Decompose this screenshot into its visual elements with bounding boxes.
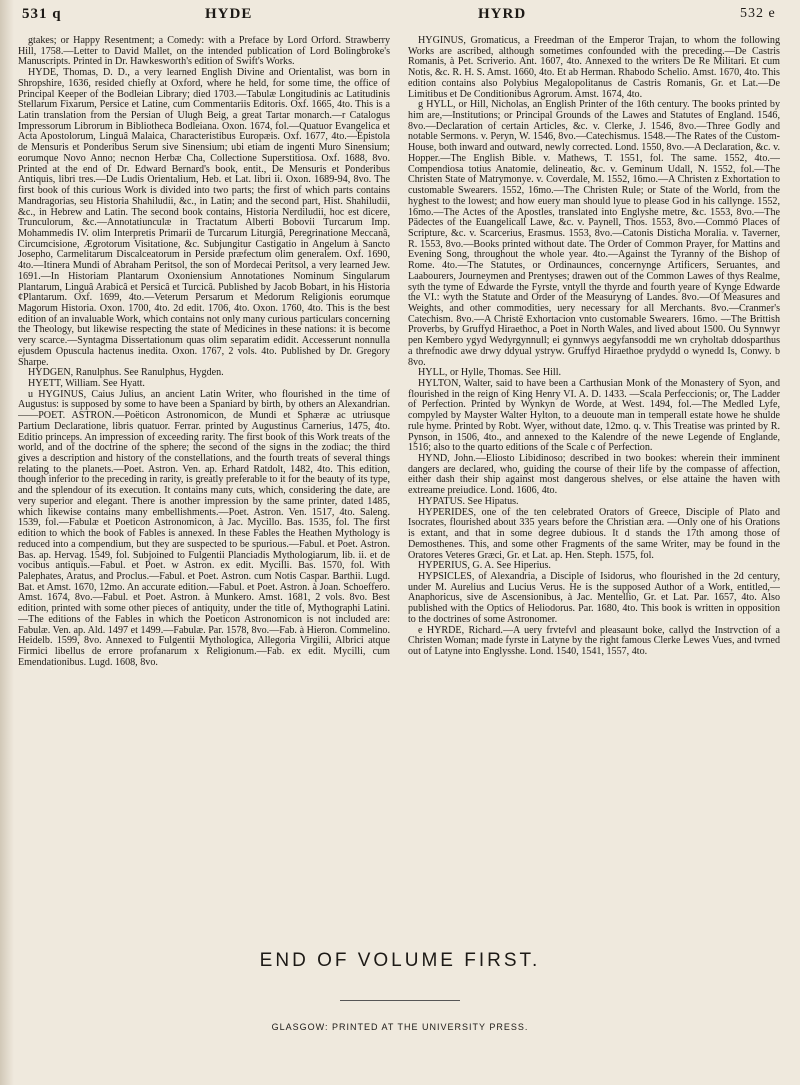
entry-paragraph: HYDE, Thomas, D. D., a very learned English Divine and Orientalist, was born in Shropshire, 1636, resided chiefly at Oxford, where he held, for some time, the office of Principal Keeper of the Bodleian Library; died 1703.—Tabulæ Longitudinis ac Latitudinis Stellarum Fixarum, Persice et Latine, cum Commentariis Editoris. Oxf. 1665, 4to. This is a Latin translation from the Persian of Ulugh Beig, a great Tartar monarch.—r Catalogus Impressorum Librorum in Bibliotheca Bodleiana. Oxon. 1674, fol.—Quatuor Evangelica et Acta Apostolorum, Linguâ Malaica, Characteristibus Europæis. Oxf. 1677, 4to.—Epistola de Mensuris et Ponderibus Serum sive Sinensium; ubi etiam de ingenti Muro Sinensium; eorumque Novo Anno; necnon Herbæ Cha, Collectione Superstitiosa. Oxf. 1688, 8vo. Printed at the end of Dr. Edward Bernard's book, entit., De Mensuris et Ponderibus Antiquis, libri tres.—De Ludis Orientalium, Heb. et Lat. libri ii. Oxon. 1689-94, 8vo. The first book of this curious Work is divided into two parts; the first of which parts contains Mandragorias, seu Historia Shahiludii, &c., in Latin; and the second part, Hist. Shahiludii, &c., in Hebrew and Latin. The second book contains, Historia Nerdiludii, hoc est dicere, Trunculorum, &c.—Annotatiunculæ in Tractatum Alberti Bobovii Turcarum Imp. Mohammedis IV. olim Interpretis Primarii de Turcarum Liturgiâ, Peregrinatione Meccanâ, Circumcisione, Ægrotorum Visitatione, &c. Subjungitur Castigatio in Angelum à Sancto Josepho, Carmelitarum Discalceatorum in Perside præfectum olim generalem. Oxf. 1690, 4to.—Itinera Mundi of Abraham Peritsol, the son of Mordecai Peritsol, a very learned Jew. 1691.—In Historiam Plantarum Oxoniensium Annotationes Nominum Singularum Plantarum, Linguâ Arabicâ et Persicâ et Turcicâ. Published by Jacob Bobart, in his Historia ¢Plantarum. Oxf. 1699, 4to.—Veterum Persarum et Medorum Religionis eorumque Magorum Historia. Oxon. 1700, 4to. 2d edit. 1706, 4to. Oxon. 1760, 4to. This is the best edition of an invaluable Work, which contains not only many curious particulars concerning the Theology, but likewise respecting the state of Medicines in these nations: it is become very scarce.—Syntagma Dissertationum quas olim separatim edidit. Accesserunt nonnulla ejusdem Opuscula hactenus inedita. Oxon. 1767, 2 vols. 4to. Published by Dr. Gregory Sharpe. — [18, 67, 390, 368]
entry-paragraph: HYPERIUS, G. A. See Hiperius. — [418, 560, 551, 572]
entry-paragraph: HYETT, William. See Hyatt. — [28, 378, 145, 389]
entry-paragraph: u HYGINUS, Caius Julius, an ancient Latin Writer, who flourished in the time of Augustus: is supposed by some to have been a Spaniard by birth, by others an Alexandrian.——POET. ASTRON.—Poëticon Astronomicon, de Mundi et Sphæræ ac utriusque Partium Declaratione, libris quatuor. Ferrar. printed by Augustinus Carnerius, 1475, 4to. Editio princeps. An impression of exceeding rarity. The first book of this Work treats of the world, and of the doctrine of the sphere; the second of the signs in the zodiac; the third gives a description and history of the constellations, and the fourth treats of several things relating to the planets.—Poet. Astron. Ven. ap. Erhard Ratdolt, 1482, 4to. This edition, though inferior to the preceding in rarity, is greatly preferable to it for the beauty of its type, and the splendour of its execution. It contains many cuts, which, considering the date, are very superior and elegant. There is another impression by the same printer, dated 1485, which likewise contains many embellishments.—Poet. Astron. Ven. 1517, 4to. Saleng. 1539, fol.—Fabulæ et Poeticon Astronomicon, à Jac. Mycillo. Bas. 1535, fol. The first edition to which the book of Fables is annexed. In these Fables the Heathen Mythology is reduced into a compendium, but they are suspected to be spurious.—Fabul. et Poet. Astron. Bas. ap. Hervag. 1549, fol. Subjoined to Fulgentii Planciadis Mythologiarum, lib. ii. et de vocibus antiquis.—Fabul. et Poet. w Astron. ex edit. Mycilli. Bas. 1570, fol. With Palephates, Aratus, and Proclus.—Fabul. et Poet. Astron. cum Notis Caspar. Barthii. Lugd. Bat. et Amst. 1670, 12mo. An accurate edition.—Fabul. et Poet. Astron. à Joan. Schoeffero. Amst. 1674, 8vo.—Fabul. et Poet. Astron. à Munkero. Amst. 1681, 2 vols. 8vo. Best edition, printed with some other pieces of antiquity, under the title of, Mythographi Latini.—The editions of the Fables in which the Poeticon Astronomicon is not included are: Fabulæ. Ven. ap. Ald. 1497 et 1499.—Fabulæ. Par. 1578, 8vo.—Fab. à Hieron. Commelino. Heidelb. 1599, 8vo. Annexed to Fulgentii Mythologica, Allegoria Virgilii, Albrici atque Firmici libellus de errore profanarum x Religionum.—Fab. ex edit. Mycilli, cum Emendationibus. Lugd. 1608, 8vo. — [18, 388, 390, 668]
right-column — [408, 36, 780, 896]
entry-paragraph: HYGINUS, Gromaticus, a Freedman of the Emperor Trajan, to whom the following Works are ascribed, although sometimes confounded with the preceding.—De Castris Romanis, à Pet. Scriverio. Ant. 1607, 4to. Annexed to the writers De Re Militari. Et cum Notis, &c. R. H. S. Amst. 1660, 4to. Et ab Herman. Rhabodo Schelio. Amst. 1670, 4to. This edition contains also Polybius Megalopolitanus de Castris Romanis, Gr. et Lat.—De Limitibus et De Conditionibus Agrorum. Amst. 1674, 4to. — [408, 36, 780, 100]
page-gutter-shadow — [0, 0, 14, 1085]
entry-paragraph: HYPATUS. See Hipatus. — [418, 495, 519, 507]
entry-paragraph: HYPSICLES, of Alexandria, a Disciple of Isidorus, who flourished in the 2d century, under M. Aurelius and Lucius Verus. He is the supposed Author of a Work, entitled,—Anaphoricus, sive de Ascensionibus, à Jac. Mentellio, Gr. et Lat. Par. 1657, 4to. Also published with the Optics of Heliodorus. Par. 1680, 4to. This book is written in opposition to the doctrines of some Astronomer. — [408, 570, 780, 625]
entry-paragraph: HYPERIDES, one of the ten celebrated Orators of Greece, Disciple of Plato and Isocrates, flourished about 335 years before the Christian æra. —Only one of his Orations is extant, and that in some degree dubious. It d stands the 17th among those of Demosthenes. This, and some other Fragments of the same Writer, may be found in the Oratores Veteres Græci, Gr. et Lat. ap. Hen. Steph. 1575, fol. — [408, 506, 780, 561]
entry-paragraph: g HYLL, or Hill, Nicholas, an English Printer of the 16th century. The books printed by him are,—Institutions; or Principal Grounds of the Lawes and Statutes of England. 1546, 8vo.—Declaration of certain Articles, &c. v. Clerke, J. 1546, 8vo.—Three Godly and notable Sermons. v. Peryn, W. 1546, 8vo.—Catechismus. 1548.—The Rates of the Custom-House, both inward and outward, newly corrected. Lond. 1550, 8vo.—A Declaration, &c. v. Hopper.—The English Bible. v. Mathews, T. 1551, fol. The same. 1552, 4to.—Compendiosa totius Anatomie, delineatio, &c. v. Geminum Udall, N. 1552, fol.—The Christen State of Matrymonye. v. Coverdale, M. 1552, 16mo.—A Christen z Exhortation to customable Swearers. 1552, 16mo.—The Christen Rule; or State of the World, from the hyghest to the lowest; and how euery man should lyue to please God in his callynge. 1552, 16mo.—The Actes of the Apostles, translated into Englyshe metre, &c. 1553, 8vo.—The Pädectes of the Euangelicall Lawe, &c. v. Paynell, Thos. 1553, 8vo.—Commó Places of Scripture, &c. v. Scarcerius, Erasmus. 1553, 8vo.—Catonis Disticha Moralia. v. Taverner, R. 1553, 8vo.—Books printed without date. The Order of Common Prayer, for Mattins and Evening Song, throughout the whole year. 4to.—Against the Tyranny of the Bishop of Rome. 4to.—The Statutes, or Ordinaunces, concernynge Artificers, Seruantes, and Laabourers, Journeymen and Prentyses; drawen out of the Common Lawes of thys Realme, syth the tyme of Edwarde the Fyrste, vntyll the thyrde and fourth yeare of Kynge Edwarde the VI.: wyth the Statute and Order of the Measuryng of Landes. 8vo.—Of Measures and Weights, and other commodities, uery necessary for all Merchants. 8vo.—Cranmer's Catechism. 8vo.—A Christë Exhortacion vnto customable Swearers. 16mo. —The Brittish Proverbs, by Gruffyd Hiraethoc, a Poet in North Wales, and lived about 1500. Ou Synnwyr pen Kembero ygyd Wedyrgynnull; ei gynnwys aegyfansoddi me wn cryholtab ddosparthus a threfnodic awe drwy ddyual ystryw. Gruffyd Hiraethoe prydydd o wynedd Is, Conwy. b 8vo. — [408, 99, 780, 368]
entry-paragraph: HYND, John.—Eliosto Libidinoso; described in two bookes: wherein their imminent dangers are declared, who, guiding the course of their life by the compasse of affection, either dash their ship against most dangerous shelves, or else attaine the haven with extreame preiudice. Lond. 1606, 4to. — [408, 453, 780, 497]
entry-paragraph: HYLTON, Walter, said to have been a Carthusian Monk of the Monastery of Syon, and flourished in the reign of King Henry VI. A. D. 1433. —Scala Perfeccionis; or, The Ladder of Perfection. Printed by Wynkyn de Worde, at West. 1494, fol.—The Medled Lyfe, compyled by Mayster Walter Hylton, to a deuoute man in temperall estate howe he shulde rule hyme. Printed by Robt. Wyer, without date, 12mo. q. v. This Treatise was printed by R. Pynson, in 1506, 4to., and annexed to the Kalendre of the newe Legende of Englande, 1516; also to the quarto editions of the Scale c of Perfection. — [408, 378, 780, 454]
entry-paragraph: HYLL, or Hylle, Thomas. See Hill. — [418, 367, 562, 379]
entry-paragraph: e HYRDE, Richard.—A uery frvtefvl and pleasaunt boke, callyd the Instrvction of a Christen Woman; made fyrste in Latyne by the right famous Clerke Lewes Vues, and tvrned out of Latyne into Englysshe. Lond. 1540, 1541, 1557, 4to. — [408, 624, 780, 657]
page-header — [0, 6, 800, 32]
entry-paragraph: gtakes; or Happy Resentment; a Comedy: with a Preface by Lord Orford. Strawberry Hill, 1758.—Letter to David Mallet, on the intended publication of Lord Bolingbroke's Manuscripts. Printed in Dr. Hawkesworth's edition of Swift's Works. — [18, 36, 390, 68]
left-page-number: 531 q — [22, 6, 62, 22]
left-column — [18, 36, 390, 896]
entry-paragraph: HYDGEN, Ranulphus. See Ranulphus, Hygden. — [28, 367, 224, 379]
right-running-head: HYRD — [478, 6, 527, 22]
divider-rule — [340, 1000, 460, 1001]
left-running-head: HYDE — [205, 6, 253, 22]
end-of-volume-title: END OF VOLUME FIRST. — [259, 950, 541, 971]
printer-imprint: GLASGOW: PRINTED AT THE UNIVERSITY PRESS. — [271, 1022, 529, 1032]
right-page-number: 532 e — [740, 6, 776, 21]
